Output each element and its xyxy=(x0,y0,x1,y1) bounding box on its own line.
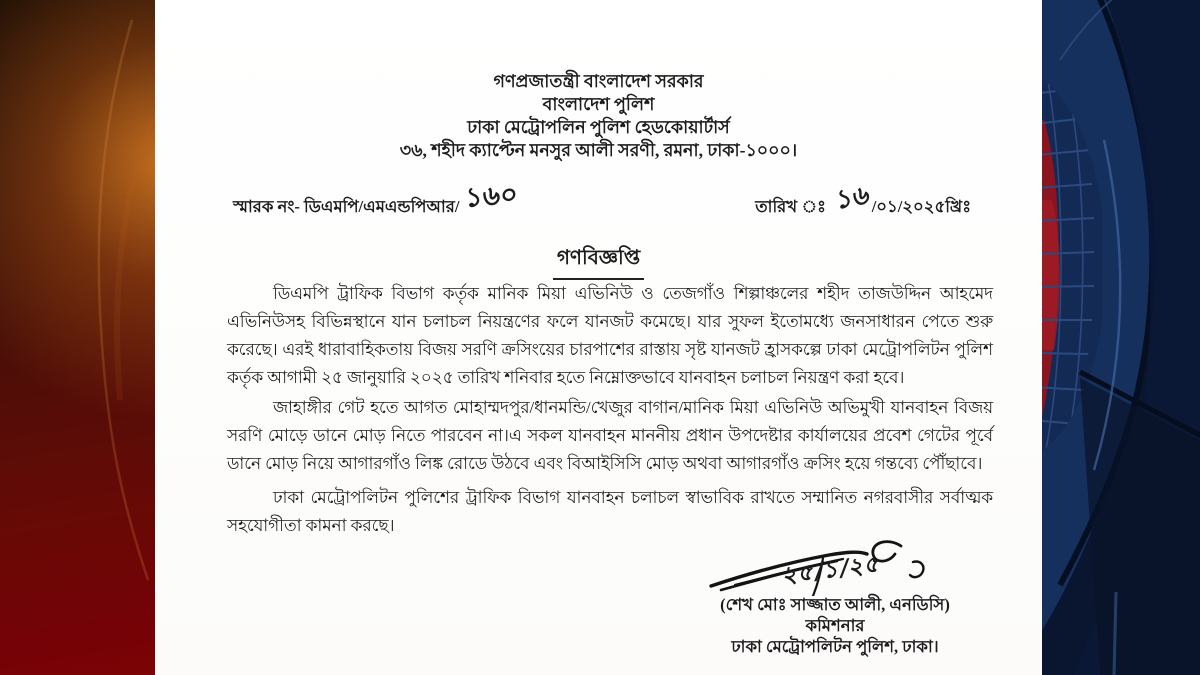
letterhead-hq-line: ঢাকা মেট্রোপলিন পুলিশ হেডকোয়ার্টার্স xyxy=(467,117,730,137)
date-day-handwritten: ১৬ xyxy=(836,179,870,217)
date-rest: /০১/২০২৫খ্রিঃ xyxy=(871,197,971,216)
signatory-office: ঢাকা মেট্রোপলিটন পুলিশ, ঢাকা। xyxy=(731,637,939,656)
notice-title: গণবিজ্ঞপ্তি xyxy=(553,243,644,280)
body-paragraph-3: ঢাকা মেট্রোপলিটন পুলিশের ট্রাফিক বিভাগ যানবাহন চলাচল স্বাভাবিক রাখতে সম্মানিত নগরবাসীর সর্বাত্মক সহযোগীতা কামনা করছে। xyxy=(227,488,993,535)
signature-scribble xyxy=(635,536,1035,596)
memo-number-label: স্মারক নং- ডিএমপি/এমএন্ডপিআর/ xyxy=(233,197,460,216)
signatory-designation: কমিশনার xyxy=(805,616,865,635)
scanned-notice-document xyxy=(155,0,1042,675)
memo-number-line xyxy=(233,179,519,228)
date-line xyxy=(755,179,971,227)
background-right-navy-graphic xyxy=(1042,0,1200,675)
signatory-name: (শেখ মোঃ সাজ্জাত আলী, এনডিসি) xyxy=(720,595,950,614)
background-left-arc-lines xyxy=(0,0,155,675)
background-globe-arcs xyxy=(1042,0,1200,675)
notice-title-wrap xyxy=(155,243,1042,280)
date-label: তারিখ ঃ xyxy=(755,197,826,216)
background-left-red-gradient xyxy=(0,0,155,675)
letterhead-address-line: ৩৬, শহীদ ক্যাপ্টেন মনসুর আলী সরণী, রমনা, ঢাকা-১০০০। xyxy=(399,140,798,160)
body-paragraph-2: জাহাঙ্গীর গেট হতে আগত মোহাম্মদপুর/ধানমন্ডি/খেজুর বাগান/মানিক মিয়া এভিনিউ অভিমুখী যানবাহন বিজয় সরণি মোড়ে ডানে মোড় নিতে পারবেন না।এ সকল যানবাহন মাননীয় প্রধান উপদেষ্টার কার্যালয়ের প্রবেশ গেটের পূর্বে ডানে মোড় নিয়ে আগারগাঁও লিঙ্ক রোডে উঠবে এবং বিআইসিসি মোড় অথবা আগারগাঁও ক্রসিং হয়ে গন্তব্যে পৌঁছাবে। xyxy=(227,398,993,473)
body-paragraph-1: ডিএমপি ট্রাফিক বিভাগ কর্তৃক মানিক মিয়া এভিনিউ ও তেজগাঁও শিল্পাঞ্চলের শহীদ তাজউদ্দিন আহমেদ এভিনিউসহ বিভিন্নস্থানে যান চলাচল নিয়ন্ত্রণের ফলে যানজট কমেছে। যার সুফল ইতোমধ্যে জনসাধারন পেতে শুরু করেছে। এরই ধারাবাহিকতায় বিজয় সরণি ক্রসিংয়ের চারপাশের রাস্তায় সৃষ্ট যানজট হ্রাসকল্পে ঢাকা মেট্রোপলিটন পুলিশ কর্তৃক আগামী ২৫ জানুয়ারি ২০২৫ তারিখ শনিবার হতে নিম্নোক্তভাবে যানবাহন চলাচল নিয়ন্ত্রণ করা হবে। xyxy=(227,284,993,387)
letterhead-police-line: বাংলাদেশ পুলিশ xyxy=(542,94,655,114)
letterhead xyxy=(155,70,1042,162)
signature-date-handwritten: ২৫/১/২৫ xyxy=(782,550,883,590)
signature-block xyxy=(635,536,1035,657)
letterhead-government-line: গণপ্রজাতন্ত্রী বাংলাদেশ সরকার xyxy=(493,71,704,91)
memo-number-handwritten: ১৬০ xyxy=(465,179,519,214)
memo-and-date-row xyxy=(233,179,971,228)
